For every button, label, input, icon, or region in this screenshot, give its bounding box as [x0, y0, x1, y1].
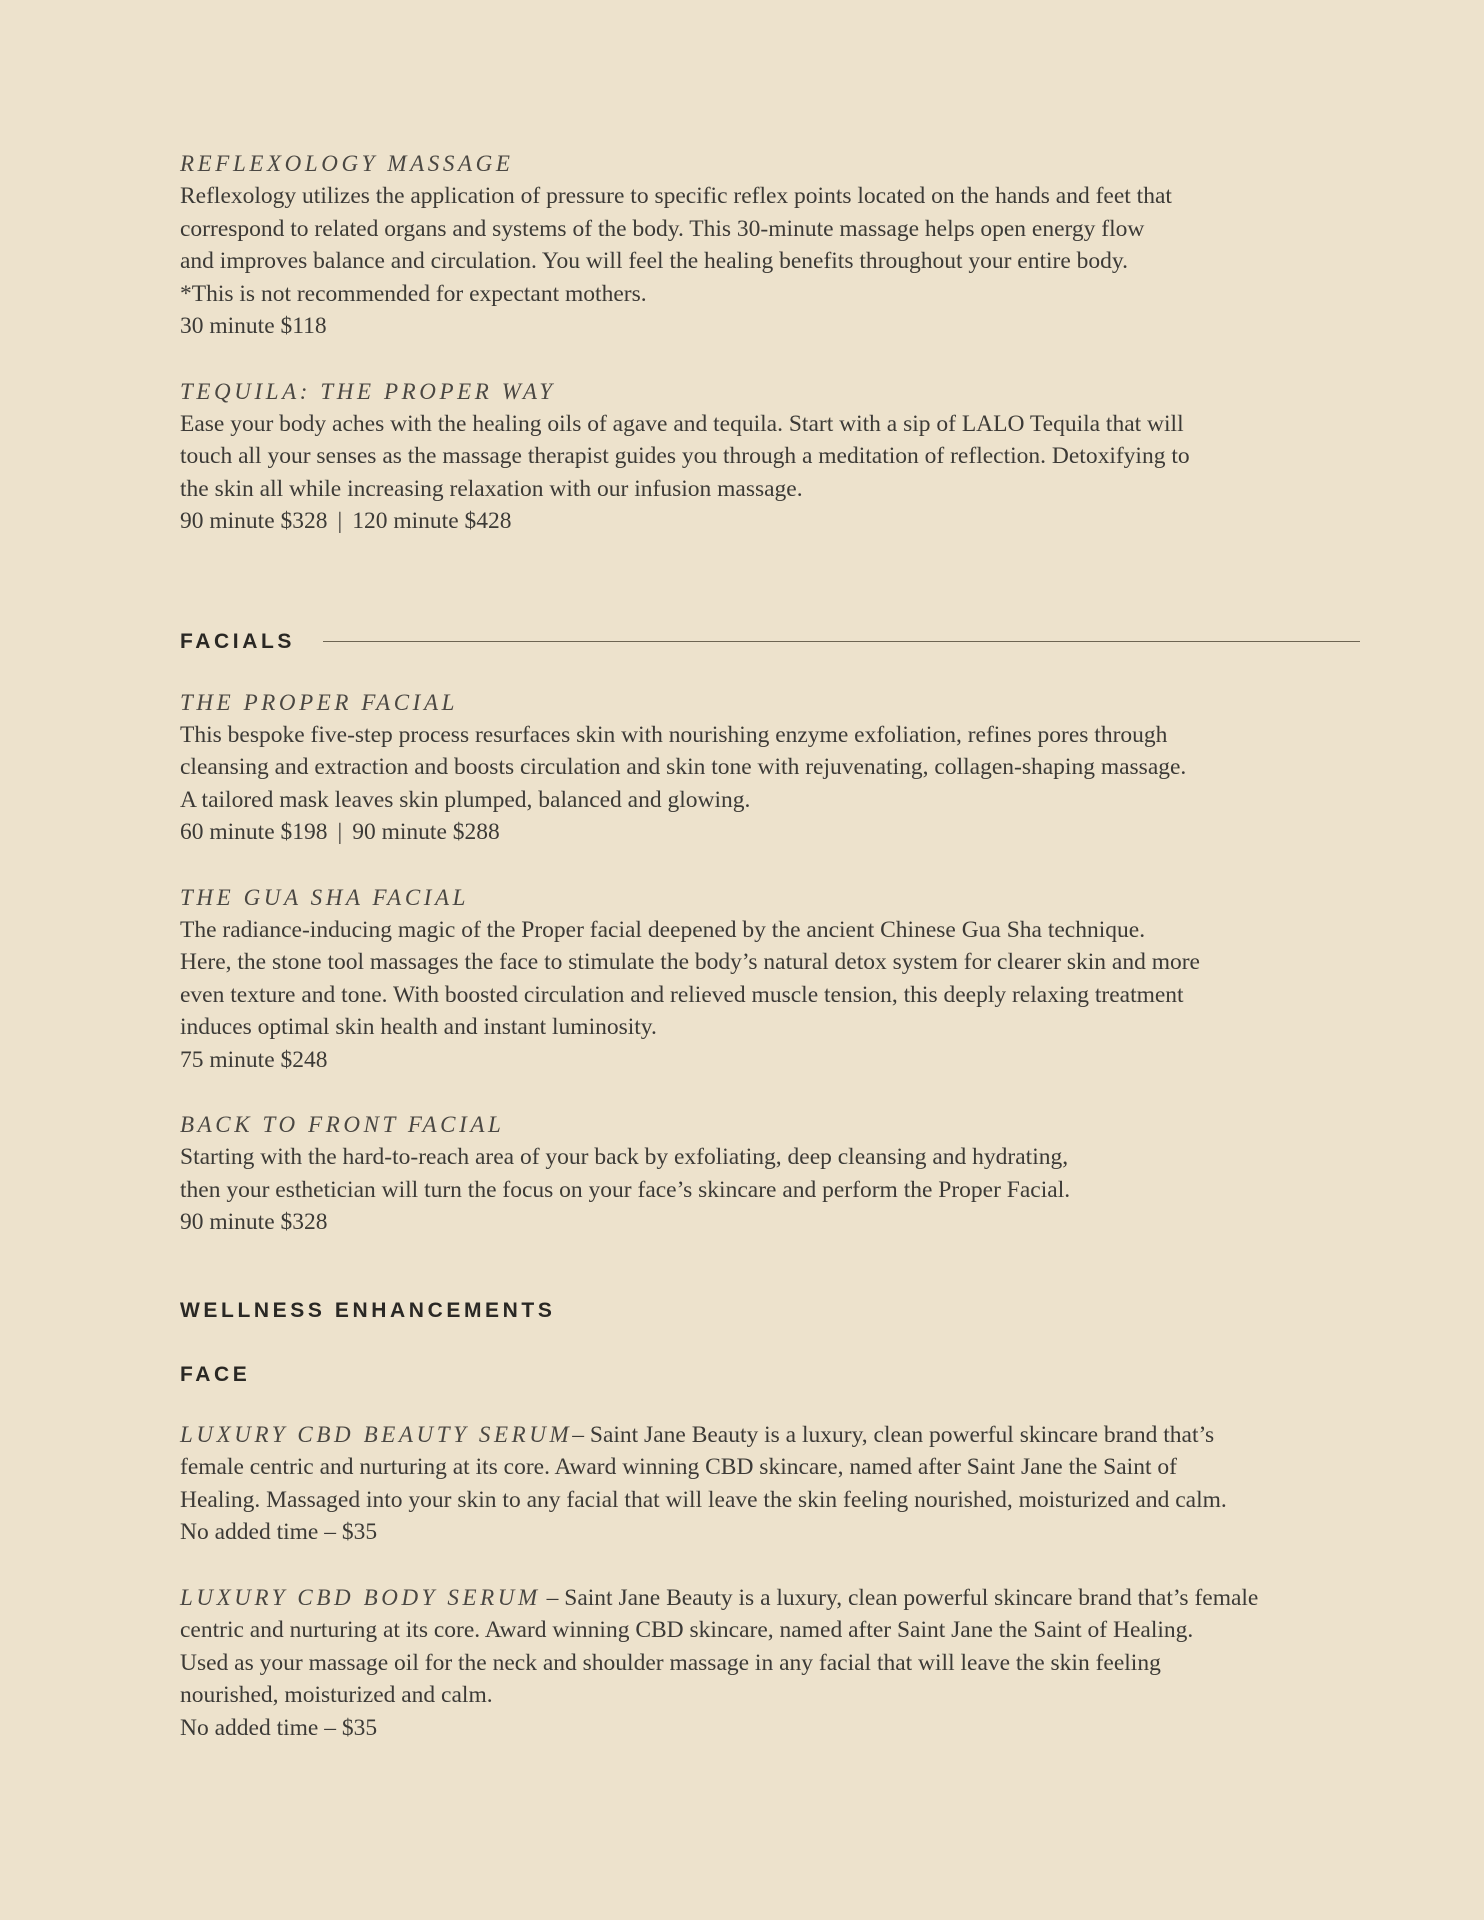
- item-price: No added time – $35: [180, 1714, 378, 1741]
- price-option: 90 minute $288: [352, 819, 500, 845]
- item-first-line: [180, 1419, 1360, 1452]
- item-description-line: the skin all while increasing relaxation with our infusion massage.: [180, 475, 803, 502]
- item-description-line: This bespoke five-step process resurfaces skin with nourishing enzyme exfoliation, refines pores through: [180, 721, 1168, 748]
- item-price: 30 minute $118: [180, 313, 327, 339]
- item-description-line: Ease your body aches with the healing oils of agave and tequila. Start with a sip of LALO Tequila that will: [180, 410, 1184, 437]
- item-price: No added time – $35: [180, 1519, 378, 1545]
- section-title: FACIALS: [180, 629, 296, 653]
- price-option: 120 minute $428: [352, 508, 512, 534]
- item-price: 90 minute $328: [180, 1209, 328, 1235]
- section-divider: [323, 641, 1360, 642]
- item-description-line: Here, the stone tool massages the face to stimulate the body’s natural detox system for clearer skin and more: [180, 949, 1200, 975]
- item-description-line: then your esthetician will turn the focus on your face’s skincare and perform the Proper Facial.: [180, 1176, 1071, 1203]
- reflexology-massage-item: [180, 148, 1360, 343]
- back-to-front-facial-item: [180, 1109, 1360, 1239]
- item-price: 75 minute $248: [180, 1046, 328, 1073]
- item-description-line: Healing. Massaged into your skin to any facial that will leave the skin feeling nourished, moisturized and calm.: [180, 1486, 1227, 1513]
- item-description-line: Used as your massage oil for the neck and shoulder massage in any facial that will leave the skin feeling: [180, 1649, 1161, 1676]
- spa-menu-page: [180, 148, 1360, 1744]
- item-description-lead: – Saint Jane Beauty is a luxury, clean powerful skincare brand that’s female: [540, 1584, 1259, 1611]
- item-title: THE PROPER FACIAL: [180, 689, 458, 715]
- subsection-title: FACE: [180, 1362, 251, 1386]
- item-title: TEQUILA: THE PROPER WAY: [180, 378, 556, 404]
- item-title: THE GUA SHA FACIAL: [180, 884, 470, 910]
- item-description-line: Reflexology utilizes the application of pressure to specific reflex points located on the hands and feet that: [180, 183, 1172, 209]
- item-title: REFLEXOLOGY MASSAGE: [180, 151, 514, 176]
- item-description-line: nourished, moisturized and calm.: [180, 1682, 493, 1708]
- item-title: LUXURY CBD BEAUTY SERUM: [180, 1421, 573, 1447]
- proper-facial-item: [180, 687, 1360, 849]
- section-title: WELLNESS ENHANCEMENTS: [180, 1298, 556, 1322]
- price-separator: |: [337, 508, 343, 534]
- item-description-line: cleansing and extraction and boosts circulation and skin tone with rejuvenating, collagen-shaping massage.: [180, 754, 1187, 780]
- wellness-section-header: [180, 1291, 1360, 1331]
- item-price: [180, 505, 1360, 538]
- item-description-line: and improves balance and circulation. You will feel the healing benefits throughout your entire body.: [180, 248, 1129, 274]
- gua-sha-facial-item: [180, 882, 1360, 1077]
- item-title: LUXURY CBD BODY SERUM: [180, 1584, 541, 1610]
- item-description-line: The radiance-inducing magic of the Proper facial deepened by the ancient Chinese Gua Sha technique.: [180, 916, 1146, 943]
- item-description-line: centric and nurturing at its core. Award winning CBD skincare, named after Saint Jane the Saint of Healing.: [180, 1617, 1194, 1643]
- item-description-line: female centric and nurturing at its core. Award winning CBD skincare, named after Saint Jane the Saint of: [180, 1454, 1177, 1480]
- item-description-line: correspond to related organs and systems of the body. This 30-minute massage helps open energy flow: [180, 215, 1145, 242]
- price-option: 90 minute $328: [180, 508, 328, 534]
- item-description-lead: – Saint Jane Beauty is a luxury, clean powerful skincare brand that’s: [572, 1421, 1215, 1448]
- item-description-line: Starting with the hard-to-reach area of your back by exfoliating, deep cleansing and hydrating,: [180, 1144, 1069, 1170]
- item-first-line: [180, 1582, 1360, 1615]
- cbd-body-serum-item: [180, 1582, 1360, 1745]
- item-price: [180, 816, 1360, 849]
- face-subsection-header: [180, 1355, 1360, 1395]
- facials-section-header: [180, 622, 1360, 662]
- item-title: BACK TO FRONT FACIAL: [180, 1112, 505, 1137]
- price-separator: |: [337, 819, 343, 845]
- price-option: 60 minute $198: [180, 819, 328, 845]
- item-description-line: A tailored mask leaves skin plumped, balanced and glowing.: [180, 786, 751, 813]
- cbd-beauty-serum-item: [180, 1419, 1360, 1549]
- tequila-massage-item: [180, 376, 1360, 538]
- item-description-line: induces optimal skin health and instant luminosity.: [180, 1014, 657, 1040]
- item-description-line: even texture and tone. With boosted circulation and relieved muscle tension, this deeply relaxing treatment: [180, 981, 1184, 1008]
- item-description-line: touch all your senses as the massage therapist guides you through a meditation of reflection. Detoxifying to: [180, 443, 1190, 469]
- item-note: *This is not recommended for expectant mothers.: [180, 280, 647, 307]
